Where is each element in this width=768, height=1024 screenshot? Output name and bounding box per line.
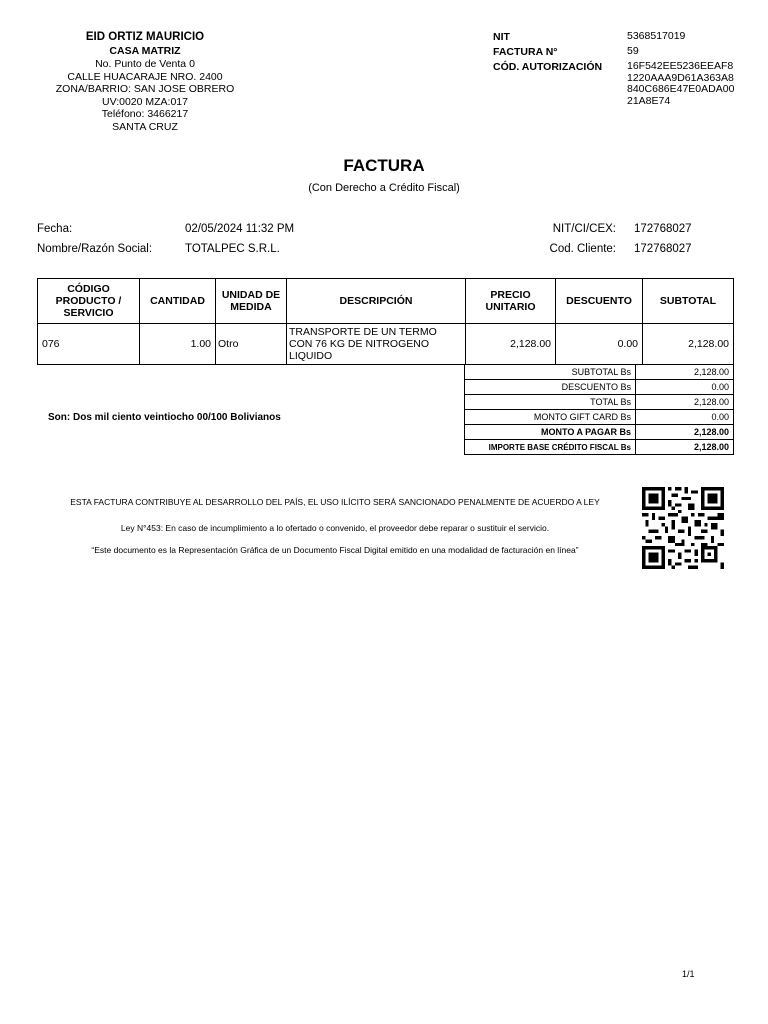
header-unit: UNIDAD DE MEDIDA (216, 279, 287, 324)
nit-value: 5368517019 (627, 30, 686, 42)
client-nit-value: 172768027 (634, 223, 692, 235)
client-nit-label: NIT/CI/CEX: (552, 223, 616, 235)
client-name-label: Nombre/Razón Social: (37, 243, 153, 255)
auth-code-value: 16F542EE5236EEAF8 1220AAA9D61A363A8 840C686E47E0ADA00 21A8E74 (627, 60, 735, 107)
invoice-number-value: 59 (627, 45, 639, 57)
totals-value: 2,128.00 (636, 395, 734, 410)
document-title: FACTURA (343, 156, 425, 175)
table-row (38, 324, 734, 365)
client-code-value: 172768027 (634, 243, 692, 255)
totals-row-subtotal (465, 365, 734, 380)
cell-code: 076 (38, 324, 140, 365)
cell-subtotal: 2,128.00 (643, 324, 734, 365)
totals-value: 2,128.00 (636, 365, 734, 380)
auth-code-label: CÓD. AUTORIZACIÓN (493, 61, 603, 73)
totals-row-total (465, 395, 734, 410)
totals-row-amount-due (465, 425, 734, 440)
client-code-label: Cod. Cliente: (549, 243, 616, 255)
cell-description: TRANSPORTE DE UN TERMO CON 76 KG DE NITROGENO LIQUIDO (287, 324, 466, 365)
totals-label: DESCUENTO Bs (465, 380, 636, 395)
qr-code-icon (642, 487, 724, 569)
legal-line-1: ESTA FACTURA CONTRIBUYE AL DESARROLLO DEL PAÍS, EL USO ILÍCITO SERÁ SANCIONADO PENALMENTE DE ACUERDO A LEY (70, 497, 600, 507)
header-quantity: CANTIDAD (140, 279, 216, 324)
totals-label: TOTAL Bs (465, 395, 636, 410)
totals-value: 0.00 (636, 380, 734, 395)
cell-discount: 0.00 (556, 324, 643, 365)
issuer-name: EID ORTIZ MAURICIO (85, 31, 205, 43)
amount-in-words: Son: Dos mil ciento veintiocho 00/100 Bolivianos (48, 412, 281, 423)
issuer-city: SANTA CRUZ (112, 120, 178, 133)
totals-label: IMPORTE BASE CRÉDITO FISCAL Bs (465, 440, 636, 455)
date-label: Fecha: (37, 223, 73, 235)
totals-value: 2,128.00 (636, 440, 734, 455)
nit-label: NIT (493, 31, 510, 43)
cell-quantity: 1.00 (140, 324, 216, 365)
totals-row-discount (465, 380, 734, 395)
issuer-branch: CASA MATRIZ (109, 45, 181, 57)
header-subtotal: SUBTOTAL (643, 279, 734, 324)
totals-value: 0.00 (636, 410, 734, 425)
legal-line-2: Ley N°453: En caso de incumplimiento a lo ofertado o convenido, el proveedor debe reparar o sustituir el servicio. (120, 523, 550, 533)
client-name-value: TOTALPEC S.R.L. (185, 243, 280, 255)
items-table (37, 278, 734, 365)
totals-row-gift-card (465, 410, 734, 425)
table-bottom-divider (37, 364, 464, 365)
invoice-meta (493, 31, 743, 107)
invoice-number-label: FACTURA N° (493, 46, 558, 58)
totals-table (464, 364, 734, 455)
issuer-block (40, 30, 250, 133)
header-code: CÓDIGO PRODUCTO / SERVICIO (38, 279, 140, 324)
issuer-address-1: CALLE HUACARAJE NRO. 2400 (67, 70, 223, 83)
page-number: 1/1 (682, 969, 695, 979)
header-unit-price: PRECIO UNITARIO (466, 279, 556, 324)
totals-label: SUBTOTAL Bs (465, 365, 636, 380)
issuer-address-2: ZONA/BARRIO: SAN JOSE OBRERO (55, 83, 235, 95)
document-subtitle: (Con Derecho a Crédito Fiscal) (308, 182, 460, 194)
issuer-phone: Teléfono: 3466217 (101, 108, 189, 120)
header-discount: DESCUENTO (556, 279, 643, 324)
totals-label: MONTO GIFT CARD Bs (465, 410, 636, 425)
date-value: 02/05/2024 11:32 PM (185, 223, 295, 235)
cell-unit: Otro (216, 324, 287, 365)
legal-line-3: “Este documento es la Representación Gráfica de un Documento Fiscal Digital emitido en una modalidad de facturación en línea” (91, 545, 579, 555)
issuer-point-of-sale: No. Punto de Venta 0 (95, 58, 195, 70)
issuer-address-3: UV:0020 MZA:017 (102, 95, 188, 108)
totals-value: 2,128.00 (636, 425, 734, 440)
header-description: DESCRIPCIÓN (287, 279, 466, 324)
totals-label: MONTO A PAGAR Bs (465, 425, 636, 440)
totals-row-tax-base (465, 440, 734, 455)
cell-unit-price: 2,128.00 (466, 324, 556, 365)
items-header-row (38, 279, 734, 324)
